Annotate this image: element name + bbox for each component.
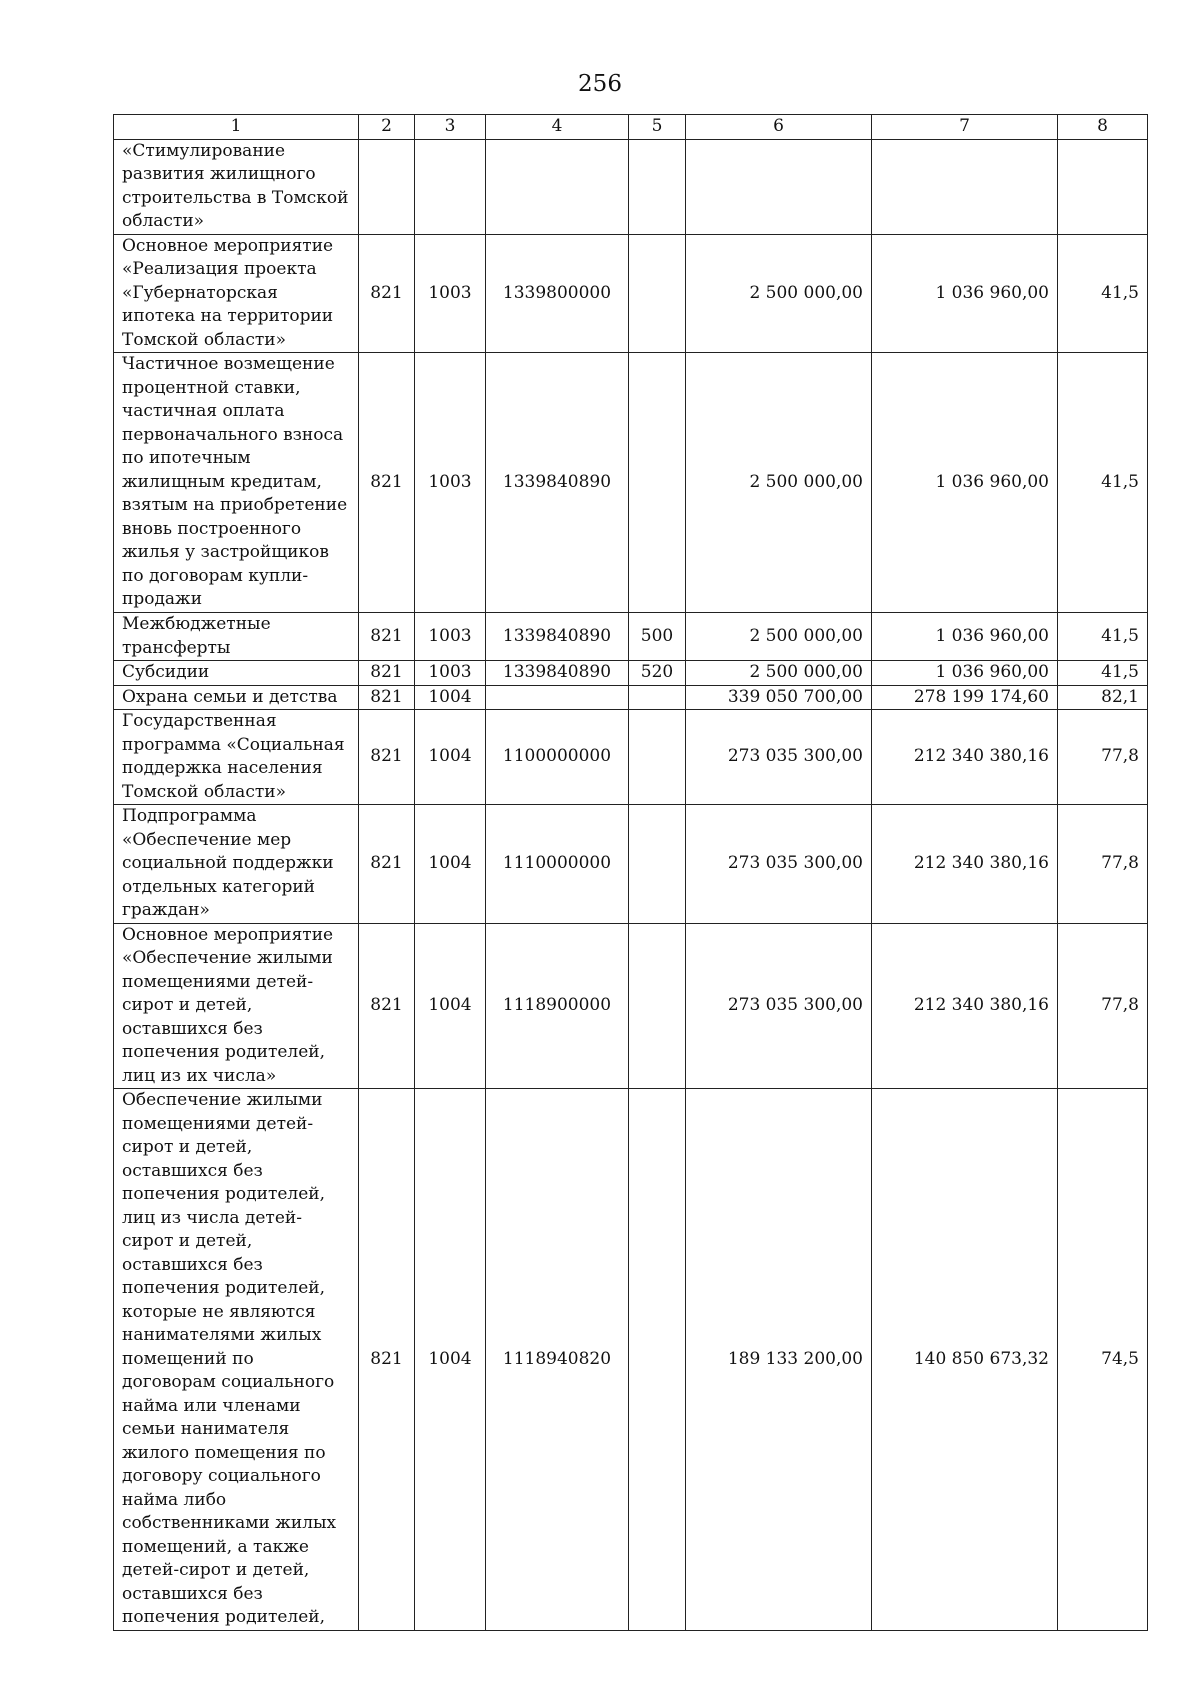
cell-col-6: 2 500 000,00 [686,661,872,686]
cell-col-8 [1058,139,1148,234]
cell-col-3: 1004 [415,923,486,1089]
row-name: Частичное возмещение процентной ставки, частичная оплата первоначального взноса по ипотечным жилищным кредитам, взятым на приобретение вновь построенного жилья у застройщиков по договорам купли-продажи [114,353,359,613]
cell-col-8: 41,5 [1058,661,1148,686]
page-number: 256 [578,71,622,97]
cell-col-3: 1003 [415,613,486,661]
cell-col-3: 1004 [415,1089,486,1631]
cell-col-4: 1339800000 [486,234,629,353]
cell-col-3: 1003 [415,234,486,353]
cell-col-6: 2 500 000,00 [686,234,872,353]
budget-table [113,114,1148,1631]
cell-col-8: 74,5 [1058,1089,1148,1631]
table-row [114,661,1148,686]
cell-col-4: 1339840890 [486,661,629,686]
cell-col-8: 82,1 [1058,685,1148,710]
col-header-3: 3 [415,115,486,140]
cell-col-5: 520 [629,661,686,686]
table-row [114,234,1148,353]
cell-col-5 [629,1089,686,1631]
table-row [114,613,1148,661]
cell-col-2: 821 [359,353,415,613]
cell-col-4: 1339840890 [486,353,629,613]
cell-col-3: 1003 [415,661,486,686]
cell-col-5 [629,685,686,710]
col-header-7: 7 [872,115,1058,140]
cell-col-3 [415,139,486,234]
cell-col-7: 140 850 673,32 [872,1089,1058,1631]
cell-col-8: 77,8 [1058,805,1148,924]
cell-col-7: 212 340 380,16 [872,805,1058,924]
cell-col-4: 1118900000 [486,923,629,1089]
row-name: Субсидии [114,661,359,686]
cell-col-6: 273 035 300,00 [686,710,872,805]
cell-col-2: 821 [359,805,415,924]
col-header-4: 4 [486,115,629,140]
cell-col-2: 821 [359,923,415,1089]
cell-col-8: 41,5 [1058,613,1148,661]
cell-col-8: 77,8 [1058,710,1148,805]
cell-col-2: 821 [359,613,415,661]
cell-col-5 [629,923,686,1089]
cell-col-7: 1 036 960,00 [872,613,1058,661]
row-name: Подпрограмма «Обеспечение мер социальной поддержки отдельных категорий граждан» [114,805,359,924]
cell-col-3: 1003 [415,353,486,613]
cell-col-6: 273 035 300,00 [686,923,872,1089]
cell-col-4 [486,139,629,234]
cell-col-8: 41,5 [1058,353,1148,613]
cell-col-3: 1004 [415,805,486,924]
cell-col-2: 821 [359,234,415,353]
header-row [114,115,1148,140]
cell-col-7: 212 340 380,16 [872,710,1058,805]
row-name: Основное мероприятие «Реализация проекта «Губернаторская ипотека на территории Томской области» [114,234,359,353]
cell-col-5 [629,353,686,613]
cell-col-5: 500 [629,613,686,661]
row-name: Охрана семьи и детства [114,685,359,710]
cell-col-3: 1004 [415,710,486,805]
table-row [114,923,1148,1089]
row-name: Основное мероприятие «Обеспечение жилыми помещениями детей-сирот и детей, оставшихся без попечения родителей, лиц из их числа» [114,923,359,1089]
table-row [114,1089,1148,1631]
cell-col-7: 1 036 960,00 [872,353,1058,613]
cell-col-2: 821 [359,710,415,805]
cell-col-7 [872,139,1058,234]
cell-col-8: 77,8 [1058,923,1148,1089]
cell-col-6: 189 133 200,00 [686,1089,872,1631]
cell-col-4: 1339840890 [486,613,629,661]
cell-col-5 [629,234,686,353]
cell-col-6: 2 500 000,00 [686,613,872,661]
col-header-1: 1 [114,115,359,140]
cell-col-5 [629,805,686,924]
cell-col-8: 41,5 [1058,234,1148,353]
cell-col-3: 1004 [415,685,486,710]
cell-col-4: 1118940820 [486,1089,629,1631]
cell-col-7: 1 036 960,00 [872,661,1058,686]
col-header-6: 6 [686,115,872,140]
row-name: Государственная программа «Социальная поддержка населения Томской области» [114,710,359,805]
table-row [114,353,1148,613]
cell-col-6: 273 035 300,00 [686,805,872,924]
table-row [114,139,1148,234]
cell-col-4 [486,685,629,710]
row-name: «Стимулирование развития жилищного строительства в Томской области» [114,139,359,234]
cell-col-2: 821 [359,685,415,710]
row-name: Межбюджетные трансферты [114,613,359,661]
cell-col-2: 821 [359,661,415,686]
cell-col-2 [359,139,415,234]
cell-col-7: 212 340 380,16 [872,923,1058,1089]
cell-col-5 [629,139,686,234]
col-header-2: 2 [359,115,415,140]
table-row [114,710,1148,805]
col-header-5: 5 [629,115,686,140]
table-row [114,685,1148,710]
cell-col-6: 2 500 000,00 [686,353,872,613]
cell-col-6 [686,139,872,234]
cell-col-4: 1100000000 [486,710,629,805]
cell-col-7: 1 036 960,00 [872,234,1058,353]
cell-col-4: 1110000000 [486,805,629,924]
cell-col-5 [629,710,686,805]
col-header-8: 8 [1058,115,1148,140]
cell-col-6: 339 050 700,00 [686,685,872,710]
cell-col-2: 821 [359,1089,415,1631]
cell-col-7: 278 199 174,60 [872,685,1058,710]
row-name: Обеспечение жилыми помещениями детей-сирот и детей, оставшихся без попечения родителей, лиц из числа детей-сирот и детей, оставшихся без попечения родителей, которые не являются нанимателями жилых помещений по договорам социального найма или членами семьи нанимателя жилого помещения по договору социального найма либо собственниками жилых помещений, а также детей-сирот и детей, оставшихся без попечения родителей, [114,1089,359,1631]
table-row [114,805,1148,924]
